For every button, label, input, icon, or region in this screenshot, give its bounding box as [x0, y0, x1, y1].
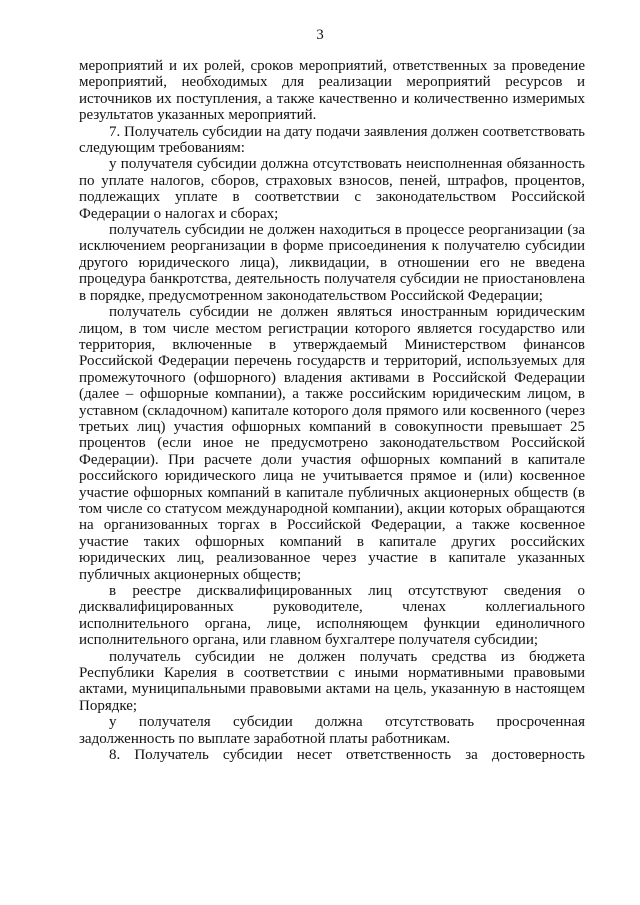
paragraph-continuation: мероприятий и их ролей, сроков мероприятий, ответственных за проведение мероприятий, необходимых для реализации мероприятий ресурсов и источников их поступления, а также качественно и количественно измеримых результатов указанных мероприятий.	[79, 58, 585, 124]
paragraph-requirement-disqualified: в реестре дисквалифицированных лиц отсутствуют сведения о дисквалифицированных руководителе, членах коллегиального исполнительного органа, лице, исполняющем функции единоличного исполнительного органа, или главном бухгалтере получателя субсидии;	[79, 583, 585, 649]
paragraph-clause-7: 7. Получатель субсидии на дату подачи заявления должен соответствовать следующим требованиям:	[79, 123, 585, 157]
paragraph-requirement-budget: получатель субсидии не должен получать средства из бюджета Республики Карелия в соответствии с иными нормативными правовыми актами, муниципальными правовыми актами на цель, указанную в настоящем Порядке;	[79, 648, 585, 714]
paragraph-requirement-taxes: у получателя субсидии должна отсутствовать неисполненная обязанность по уплате налогов, сборов, страховых взносов, пеней, штрафов, процентов, подлежащих уплате в соответствии с законодательством Российской Федерации о налогах и сборах;	[79, 156, 585, 222]
page-number: 3	[316, 27, 324, 43]
paragraph-requirement-offshore: получатель субсидии не должен являться иностранным юридическим лицом, в том числе местом регистрации которого является государство или территория, включенные в утверждаемый Министерством финансов Российской Федерации перечень государств и территорий, используемых для промежуточного (офшорного) владения активами в Российской Федерации (далее – офшорные компании), а также российским юридическим лицом, в уставном (складочном) капитале которого доля прямого или косвенного (через третьих лиц) участия офшорных компаний в совокупности превышает 25 процентов (если иное не предусмотрено законодательством Российской Федерации). При расчете доли участия офшорных компаний в капитале российского юридического лица не учитывается прямое и (или) косвенное участие офшорных компаний в капитале публичных акционерных обществ (в том числе со статусом международной компании), акции которых обращаются на организованных торгах в Российской Федерации, а также косвенное участие таких офшорных компаний в капитале других российских юридических лиц, реализованное через участие в капитале указанных публичных акционерных обществ;	[79, 304, 585, 583]
paragraph-clause-8: 8. Получатель субсидии несет ответственность за достоверность	[109, 747, 585, 764]
document-body	[79, 58, 585, 763]
paragraph-requirement-salary: у получателя субсидии должна отсутствовать просроченная задолженность по выплате заработной платы работникам.	[79, 714, 585, 747]
paragraph-requirement-reorganization: получатель субсидии не должен находиться в процессе реорганизации (за исключением реорганизации в форме присоединения к получателю субсидии другого юридического лица), ликвидации, в отношении его не введена процедура банкротства, деятельность получателя субсидии не приостановлена в порядке, предусмотренном законодательством Российской Федерации;	[79, 222, 585, 304]
